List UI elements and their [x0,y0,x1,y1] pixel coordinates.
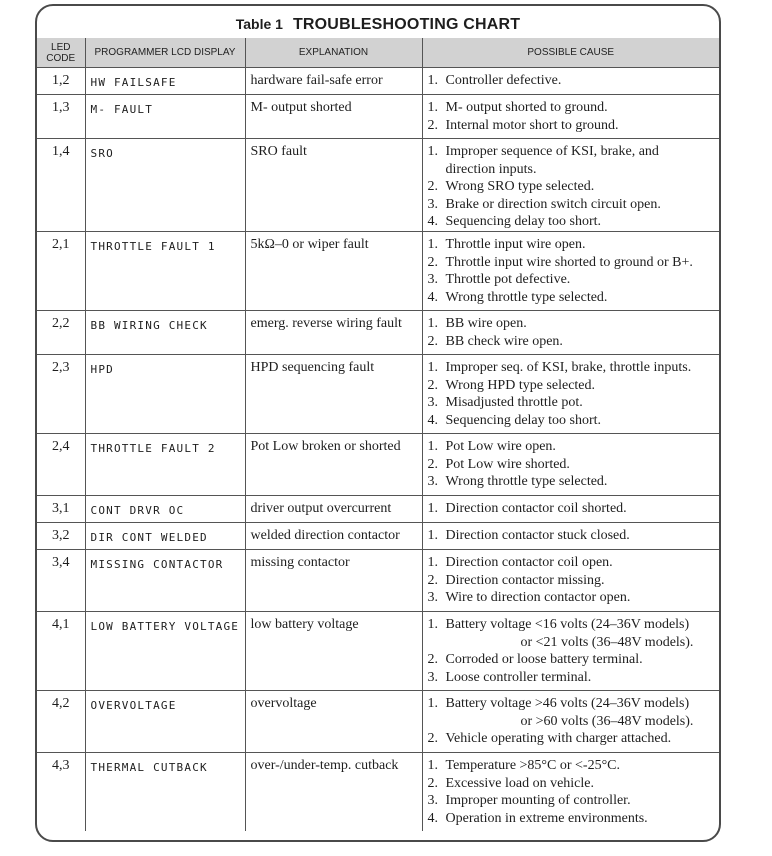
possible-cause-cell [422,231,719,310]
explanation-cell: missing contactor [245,549,422,611]
cause-number: 1. [427,527,438,543]
header-led-code: LED CODE [37,38,85,68]
cause-item [428,554,715,572]
cause-body [446,589,631,607]
cause-number: 2. [427,254,438,270]
cause-item [428,500,715,518]
cause-item [428,315,715,333]
cause-item [428,178,715,196]
header-lcd-display: PROGRAMMER LCD DISPLAY [85,38,245,68]
lcd-display-cell: DIR CONT WELDED [85,522,245,549]
lcd-display-cell: M- FAULT [85,95,245,139]
header-explanation: EXPLANATION [245,38,422,68]
cause-body [446,554,613,572]
cause-item [428,333,715,351]
possible-cause-cell [422,690,719,752]
cause-number: 2. [427,652,438,668]
cause-text: Direction contactor missing. [445,572,605,588]
cause-number: 1. [427,315,438,331]
cause-number: 1. [427,144,438,159]
cause-list [428,315,715,350]
cause-item [428,438,715,456]
cause-text: Misadjusted throttle pot. [445,395,583,411]
cause-number: 1. [427,616,438,632]
cause-text: Loose controller terminal. [445,669,592,685]
lcd-display-cell: MISSING CONTACTOR [85,549,245,611]
cause-body [446,810,648,828]
explanation-cell: low battery voltage [245,611,422,690]
explanation-cell: hardware fail-safe error [245,68,422,95]
cause-list [428,616,715,686]
cause-item [428,359,715,377]
led-code-cell: 3,4 [37,549,85,611]
cause-list [428,695,715,748]
cause-item [428,236,715,254]
cause-text: Internal motor short to ground. [445,117,619,133]
table-name: TROUBLESHOOTING CHART [292,16,521,33]
cause-text-alternate: or <21 volts (36–48V models). [520,634,694,650]
explanation-cell: overvoltage [245,690,422,752]
cause-number: 3. [427,793,438,809]
lcd-display-cell: THROTTLE FAULT 2 [85,433,245,495]
led-code-cell: 2,4 [37,433,85,495]
cause-body [446,117,619,135]
led-code-cell: 3,1 [37,495,85,522]
cause-list [428,99,715,134]
lcd-display-cell: HPD [85,354,245,433]
cause-number: 3. [427,590,438,606]
cause-body [446,651,643,669]
lcd-display-cell: THROTTLE FAULT 1 [85,231,245,310]
cause-number: 3. [427,395,438,411]
cause-item [428,99,715,117]
cause-body [446,315,527,333]
cause-body [446,412,602,430]
cause-number: 2. [427,179,438,195]
explanation-cell: M- output shorted [245,95,422,139]
cause-body [446,616,694,651]
table-row [37,522,719,549]
led-code-cell: 4,3 [37,752,85,831]
explanation-cell: emerg. reverse wiring fault [245,310,422,354]
cause-body [446,178,595,196]
cause-list [428,359,715,429]
cause-body [446,289,608,307]
cause-text: Pot Low wire open. [445,438,556,454]
cause-item [428,377,715,395]
cause-number: 4. [427,214,438,230]
cause-number: 3. [427,272,438,288]
cause-item [428,651,715,669]
cause-body [446,359,692,377]
cause-number: 1. [427,73,438,88]
cause-list [428,554,715,607]
cause-text: Wire to direction contactor open. [445,590,631,606]
cause-item [428,757,715,775]
cause-body [446,792,631,810]
table-row [37,354,719,433]
cause-body [446,394,583,412]
cause-item [428,473,715,491]
cause-number: 1. [427,554,438,570]
cause-item [428,669,715,687]
cause-text-alternate: or >60 volts (36–48V models). [520,713,694,729]
cause-body [446,143,659,178]
cause-item [428,456,715,474]
cause-text: Direction contactor coil shorted. [445,500,627,516]
possible-cause-cell [422,95,719,139]
troubleshooting-table [37,38,719,831]
cause-text: BB check wire open. [445,333,563,349]
table-title [37,16,719,34]
table-row [37,611,719,690]
cause-number: 2. [427,572,438,588]
possible-cause-cell [422,549,719,611]
led-code-cell: 1,2 [37,68,85,95]
possible-cause-cell [422,68,719,95]
table-row [37,549,719,611]
possible-cause-cell [422,139,719,232]
led-code-cell: 1,4 [37,139,85,232]
cause-number: 1. [427,100,438,115]
led-code-cell: 3,2 [37,522,85,549]
table-row [37,433,719,495]
cause-number: 2. [427,456,438,472]
table-number: Table 1 [235,16,283,32]
table-row [37,310,719,354]
cause-item [428,271,715,289]
cause-text: Corroded or loose battery terminal. [445,652,643,668]
cause-number: 2. [427,377,438,393]
cause-item [428,254,715,272]
explanation-cell: driver output overcurrent [245,495,422,522]
cause-number: 2. [427,333,438,349]
cause-text: BB wire open. [445,315,527,331]
cause-text: Throttle pot defective. [445,272,571,288]
cause-body [446,669,592,687]
cause-body [446,213,602,231]
cause-item [428,196,715,214]
explanation-cell: welded direction contactor [245,522,422,549]
cause-number: 1. [427,359,438,375]
cause-number: 4. [427,289,438,305]
cause-item [428,616,715,651]
lcd-display-cell: THERMAL CUTBACK [85,752,245,831]
cause-list [428,527,715,545]
lcd-display-cell: CONT DRVR OC [85,495,245,522]
cause-text: Vehicle operating with charger attached. [445,731,672,747]
cause-item [428,589,715,607]
cause-text: Controller defective. [445,73,562,88]
cause-number: 4. [427,412,438,428]
cause-list [428,236,715,306]
possible-cause-cell [422,495,719,522]
cause-number: 4. [427,810,438,826]
table-row [37,752,719,831]
cause-body [446,757,621,775]
cause-number: 1. [427,695,438,711]
cause-body [446,695,694,730]
cause-number: 2. [427,775,438,791]
table-row [37,68,719,95]
explanation-cell: Pot Low broken or shorted [245,433,422,495]
possible-cause-cell [422,611,719,690]
cause-number: 3. [427,196,438,212]
cause-list [428,757,715,827]
cause-item [428,289,715,307]
cause-text: Wrong SRO type selected. [445,179,595,195]
cause-text-continued: direction inputs. [445,161,537,177]
cause-text: Improper seq. of KSI, brake, throttle inputs. [445,359,692,375]
cause-item [428,775,715,793]
cause-text: Brake or direction switch circuit open. [445,196,661,212]
cause-text: Throttle input wire shorted to ground or B+. [445,254,693,270]
cause-text: Wrong throttle type selected. [445,289,608,305]
cause-item [428,792,715,810]
cause-text: Battery voltage >46 volts (24–36V models) [445,695,690,711]
cause-item [428,117,715,135]
cause-text: Temperature >85°C or <-25°C. [445,757,621,773]
cause-body [446,438,556,456]
lcd-display-cell: LOW BATTERY VOLTAGE [85,611,245,690]
cause-item [428,394,715,412]
cause-item [428,412,715,430]
cause-number: 1. [427,500,438,516]
cause-text: Improper sequence of KSI, brake, and [445,144,659,159]
explanation-cell: 5kΩ–0 or wiper fault [245,231,422,310]
explanation-cell: SRO fault [245,139,422,232]
cause-body [446,500,627,518]
cause-body [446,254,693,272]
cause-number: 3. [427,474,438,490]
cause-number: 2. [427,731,438,747]
table-row [37,231,719,310]
led-code-cell: 1,3 [37,95,85,139]
cause-body [446,572,605,590]
cause-text: Pot Low wire shorted. [445,456,570,472]
lcd-display-cell: BB WIRING CHECK [85,310,245,354]
led-code-cell: 4,2 [37,690,85,752]
header-possible-cause: POSSIBLE CAUSE [422,38,719,68]
led-code-cell: 4,1 [37,611,85,690]
cause-text: Wrong HPD type selected. [445,377,596,393]
cause-text: M- output shorted to ground. [445,100,608,115]
table-frame [35,4,721,842]
cause-body [446,72,562,90]
cause-body [446,473,608,491]
table-row [37,95,719,139]
cause-text: Wrong throttle type selected. [445,474,608,490]
table-row [37,690,719,752]
cause-text: Sequencing delay too short. [445,214,602,230]
cause-text: Direction contactor coil open. [445,554,613,570]
cause-list [428,72,715,90]
lcd-display-cell: OVERVOLTAGE [85,690,245,752]
cause-body [446,333,563,351]
cause-text: Direction contactor stuck closed. [445,527,630,543]
explanation-cell: over-/under-temp. cutback [245,752,422,831]
cause-text: Sequencing delay too short. [445,412,602,428]
table-row [37,495,719,522]
cause-text: Improper mounting of controller. [445,793,631,809]
cause-list [428,438,715,491]
cause-body [446,196,661,214]
cause-item [428,810,715,828]
cause-number: 2. [427,117,438,133]
cause-number: 1. [427,236,438,252]
cause-item [428,213,715,231]
cause-number: 1. [427,438,438,454]
cause-body [446,730,672,748]
explanation-cell: HPD sequencing fault [245,354,422,433]
cause-item [428,527,715,545]
cause-item [428,143,715,178]
cause-body [446,775,595,793]
cause-text: Excessive load on vehicle. [445,775,595,791]
cause-list [428,143,715,231]
cause-item [428,730,715,748]
cause-item [428,72,715,90]
cause-item [428,695,715,730]
cause-body [446,377,596,395]
cause-list [428,500,715,518]
possible-cause-cell [422,752,719,831]
cause-body [446,271,571,289]
led-code-cell: 2,1 [37,231,85,310]
cause-text: Operation in extreme environments. [445,810,648,826]
header-row [37,38,719,68]
cause-number: 1. [427,757,438,773]
cause-body [446,236,586,254]
possible-cause-cell [422,522,719,549]
cause-body [446,456,570,474]
cause-text: Throttle input wire open. [445,236,586,252]
cause-text: Battery voltage <16 volts (24–36V models) [445,616,690,632]
lcd-display-cell: SRO [85,139,245,232]
cause-item [428,572,715,590]
led-code-cell: 2,3 [37,354,85,433]
cause-body [446,99,608,117]
table-row [37,139,719,232]
possible-cause-cell [422,433,719,495]
cause-number: 3. [427,669,438,685]
possible-cause-cell [422,310,719,354]
lcd-display-cell: HW FAILSAFE [85,68,245,95]
cause-body [446,527,630,545]
possible-cause-cell [422,354,719,433]
led-code-cell: 2,2 [37,310,85,354]
